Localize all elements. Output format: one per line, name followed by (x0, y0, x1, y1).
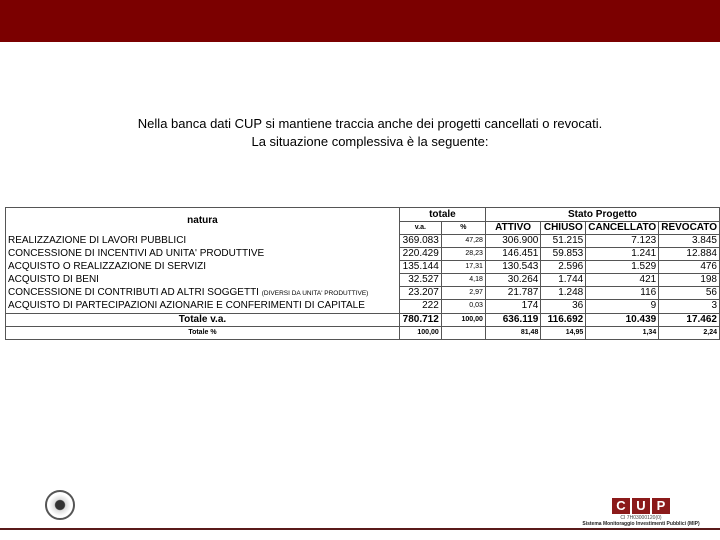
cup-logo (576, 497, 706, 527)
revocato-cell: 56 (659, 287, 720, 300)
ministry-logo (10, 490, 110, 525)
va-cell: 369.083 (399, 235, 441, 248)
table-row (6, 287, 720, 300)
seal-icon (45, 490, 75, 520)
natura-cell: ACQUISTO O REALIZZAZIONE DI SERVIZI (6, 261, 400, 274)
total-revocato: 17.462 (659, 313, 720, 326)
total-pct-revocato: 2,24 (659, 326, 720, 339)
table-row (6, 235, 720, 248)
chiuso-cell: 2.596 (541, 261, 586, 274)
pct-cell: 47,28 (441, 235, 485, 248)
chiuso-cell: 1.744 (541, 274, 586, 287)
header-natura: natura (6, 208, 400, 235)
attivo-cell: 21.787 (485, 287, 540, 300)
revocato-cell: 198 (659, 274, 720, 287)
cancellato-cell: 421 (586, 274, 659, 287)
attivo-cell: 146.451 (485, 248, 540, 261)
cup-letter: P (652, 498, 670, 514)
cup-name: Sistema Monitoraggio Investimenti Pubblici (MIP) (582, 521, 700, 527)
total-pct-chiuso: 14,95 (541, 326, 586, 339)
projects-status-table (5, 207, 720, 340)
natura-cell: CONCESSIONE DI INCENTIVI AD UNITA' PRODUTTIVE (6, 248, 400, 261)
natura-note: (DIVERSI DA UNITA' PRODUTTIVE) (261, 289, 369, 297)
total-pct: 100,00 (441, 313, 485, 326)
header-revocato: REVOCATO (659, 222, 720, 235)
revocato-cell: 476 (659, 261, 720, 274)
revocato-cell: 12.884 (659, 248, 720, 261)
chiuso-cell: 1.248 (541, 287, 586, 300)
header-cancellato: CANCELLATO (586, 222, 659, 235)
cup-code: CI 7H03000120(0) (620, 515, 662, 521)
cup-letter: U (632, 498, 650, 514)
cancellato-cell: 7.123 (586, 235, 659, 248)
pct-cell: 17,31 (441, 261, 485, 274)
header-pct: % (441, 222, 485, 235)
header-totale: totale (399, 208, 485, 222)
total-chiuso: 116.692 (541, 313, 586, 326)
revocato-cell: 3 (659, 300, 720, 314)
natura-cell: CONCESSIONE DI CONTRIBUTI AD ALTRI SOGGETTI (DIVERSI DA UNITA' PRODUTTIVE) (6, 287, 400, 300)
chiuso-cell: 51.215 (541, 235, 586, 248)
cup-letter: C (612, 498, 630, 514)
total-label: Totale v.a. (6, 313, 400, 326)
header-chiuso: CHIUSO (541, 222, 586, 235)
total-cancellato: 10.439 (586, 313, 659, 326)
intro-text (0, 115, 720, 151)
pct-cell: 4,18 (441, 274, 485, 287)
table-row (6, 261, 720, 274)
natura-cell: REALIZZAZIONE DI LAVORI PUBBLICI (6, 235, 400, 248)
pct-cell: 2,97 (441, 287, 485, 300)
cancellato-cell: 1.529 (586, 261, 659, 274)
header-bar (0, 0, 720, 42)
table-row (6, 248, 720, 261)
intro-line-1: Nella banca dati CUP si mantiene traccia anche dei progetti cancellati o revocati. (137, 116, 603, 131)
va-cell: 220.429 (399, 248, 441, 261)
total-pct-attivo: 81,48 (485, 326, 540, 339)
footer-divider (0, 528, 720, 530)
natura-cell: ACQUISTO DI BENI (6, 274, 400, 287)
revocato-cell: 3.845 (659, 235, 720, 248)
pct-cell: 0,03 (441, 300, 485, 314)
header-va: v.a. (399, 222, 441, 235)
cancellato-cell: 116 (586, 287, 659, 300)
attivo-cell: 130.543 (485, 261, 540, 274)
table-row (6, 300, 720, 314)
header-stato-progetto: Stato Progetto (485, 208, 719, 222)
va-cell: 32.527 (399, 274, 441, 287)
natura-cell: ACQUISTO DI PARTECIPAZIONI AZIONARIE E CONFERIMENTI DI CAPITALE (6, 300, 400, 314)
table-row (6, 274, 720, 287)
header-attivo: ATTIVO (485, 222, 540, 235)
va-cell: 222 (399, 300, 441, 314)
cancellato-cell: 1.241 (586, 248, 659, 261)
total-pct-cancellato: 1,34 (586, 326, 659, 339)
attivo-cell: 30.264 (485, 274, 540, 287)
total-va: 780.712 (399, 313, 441, 326)
total-pct-label: Totale % (6, 326, 400, 339)
cancellato-cell: 9 (586, 300, 659, 314)
intro-line-2: La situazione complessiva è la seguente: (251, 134, 489, 149)
chiuso-cell: 59.853 (541, 248, 586, 261)
attivo-cell: 174 (485, 300, 540, 314)
total-pct-va: 100,00 (399, 326, 441, 339)
pct-cell: 28,23 (441, 248, 485, 261)
va-cell: 135.144 (399, 261, 441, 274)
chiuso-cell: 36 (541, 300, 586, 314)
attivo-cell: 306.900 (485, 235, 540, 248)
va-cell: 23.207 (399, 287, 441, 300)
total-attivo: 636.119 (485, 313, 540, 326)
total-pct-empty (441, 326, 485, 339)
